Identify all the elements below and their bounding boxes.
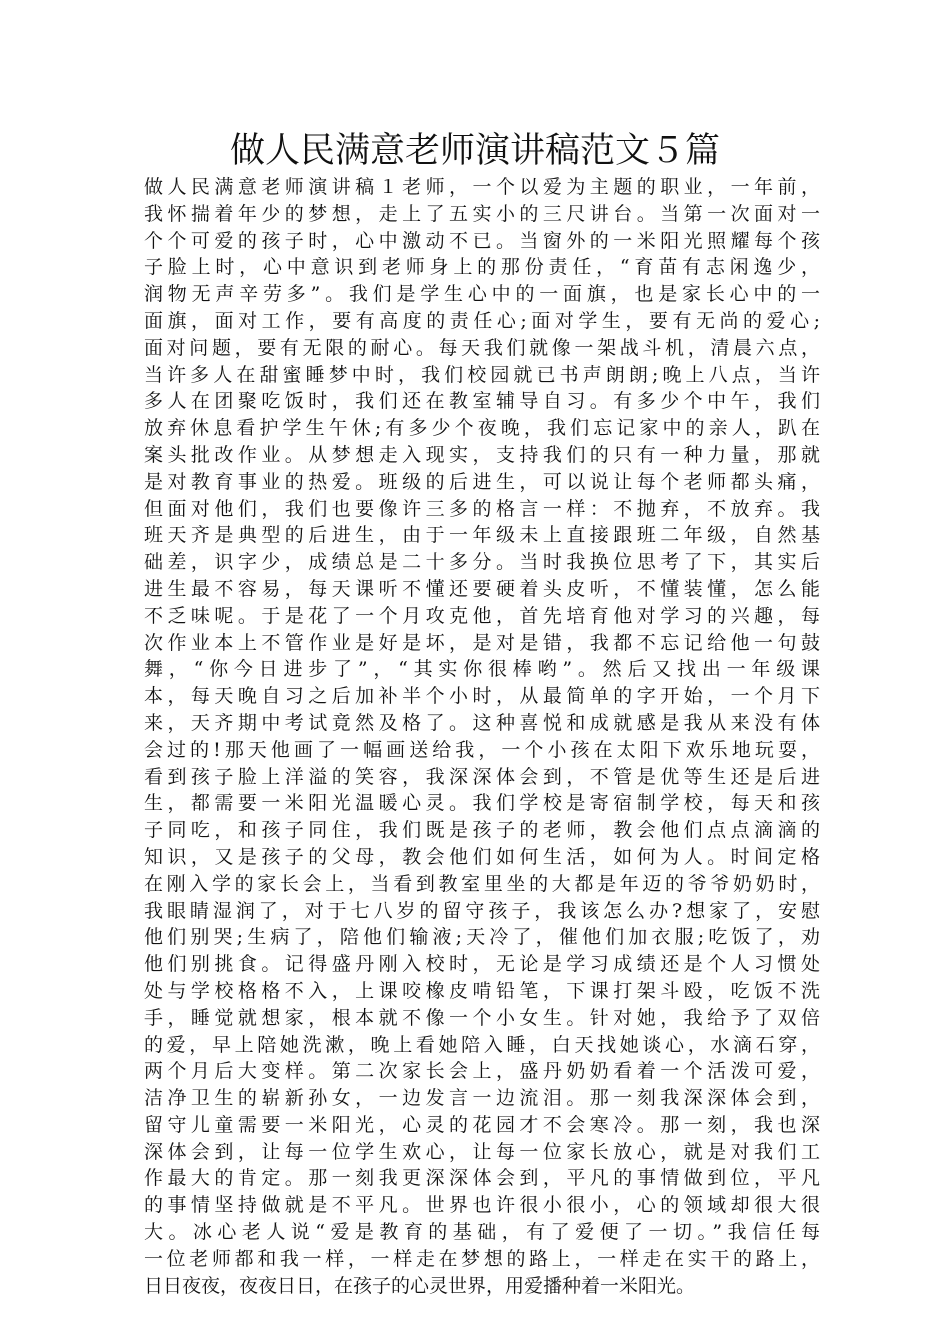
body-text-line: 会过的!那天他画了一幅画送给我，一个小孩在太阳下欢乐地玩耍，	[144, 738, 820, 761]
body-text-line: 但面对他们，我们也要像许三多的格言一样：不抛弃，不放弃。我	[144, 497, 820, 520]
body-text-line: 他们别挑食。记得盛丹刚入校时，无论是学习成绩还是个人习惯处	[144, 953, 820, 976]
body-text-line: 案头批改作业。从梦想走入现实，支持我们的只有一种力量，那就	[144, 443, 820, 466]
body-text-line: 面对问题，要有无限的耐心。每天我们就像一架战斗机，清晨六点，	[144, 336, 820, 359]
body-text-line: 的事情坚持做就是不平凡。世界也许很小很小，心的领域却很大很	[144, 1194, 820, 1217]
body-text-line: 一位老师都和我一样，一样走在梦想的路上，一样走在实干的路上，	[144, 1247, 820, 1270]
body-text-line: 班天齐是典型的后进生，由于一年级未上直接跟班二年级，自然基	[144, 524, 820, 547]
body-text-line: 是对教育事业的热爱。班级的后进生，可以说让每个老师都头痛，	[144, 470, 820, 493]
body-text-line: 本，每天晚自习之后加补半个小时，从最简单的字开始，一个月下	[144, 685, 820, 708]
body-text-line: 不乏味呢。于是花了一个月攻克他，首先培育他对学习的兴趣，每	[144, 604, 820, 627]
body-text-line: 础差，识字少，成绩总是二十多分。当时我换位思考了下，其实后	[144, 551, 820, 574]
body-text-line: 我怀揣着年少的梦想，走上了五实小的三尺讲台。当第一次面对一	[144, 202, 820, 225]
body-text-line: 在刚入学的家长会上，当看到教室里坐的大都是年迈的爷爷奶奶时，	[144, 872, 820, 895]
body-text-line: 次作业本上不管作业是好是坏，是对是错，我都不忘记给他一句鼓	[144, 631, 820, 654]
body-text-line: 子脸上时，心中意识到老师身上的那份责任，“育苗有志闲逸少，	[144, 256, 820, 279]
body-text-line: 子同吃，和孩子同住，我们既是孩子的老师，教会他们点点滴滴的	[144, 819, 820, 842]
body-text-line: 润物无声辛劳多”。我们是学生心中的一面旗，也是家长心中的一	[144, 283, 820, 306]
body-text-line: 洁净卫生的崭新孙女，一边发言一边流泪。那一刻我深深体会到，	[144, 1087, 820, 1110]
body-text-line: 个个可爱的孩子时，心中激动不已。当窗外的一米阳光照耀每个孩	[144, 229, 820, 252]
body-text-line: 手，睡觉就想家，根本就不像一个小女生。针对她，我给予了双倍	[144, 1006, 820, 1029]
body-text-line: 的爱，早上陪她洗漱，晚上看她陪入睡，白天找她谈心，水滴石穿，	[144, 1033, 820, 1056]
body-text-line: 他们别哭;生病了，陪他们输液;天冷了，催他们加衣服;吃饭了，劝	[144, 926, 820, 949]
body-text-line: 当许多人在甜蜜睡梦中时，我们校园就已书声朗朗;晚上八点，当许	[144, 363, 820, 386]
body-text-line: 深体会到，让每一位学生欢心，让每一位家长放心，就是对我们工	[144, 1140, 820, 1163]
document-body	[144, 174, 820, 1299]
body-text-line: 看到孩子脸上洋溢的笑容，我深深体会到，不管是优等生还是后进	[144, 765, 820, 788]
body-text-line: 留守儿童需要一米阳光，心灵的花园才不会寒冷。那一刻，我也深	[144, 1113, 820, 1136]
body-text-line: 日日夜夜，夜夜日日，在孩子的心灵世界，用爱播种着一米阳光。	[144, 1274, 696, 1297]
body-text-line: 大。冰心老人说“爱是教育的基础，有了爱便了一切。”我信任每	[144, 1221, 820, 1244]
body-text-line: 做人民满意老师演讲稿１老师，一个以爱为主题的职业，一年前，	[144, 176, 820, 198]
body-text-line: 多人在团聚吃饭时，我们还在教室辅导自习。有多少个中午，我们	[144, 390, 820, 413]
body-text-line: 进生最不容易，每天课听不懂还要硬着头皮听，不懂装懂，怎么能	[144, 577, 820, 600]
body-text-line: 舞，“你今日进步了”，“其实你很棒哟”。然后又找出一年级课	[144, 658, 820, 681]
body-text-line: 面旗，面对工作，要有高度的责任心;面对学生，要有无尚的爱心;	[144, 309, 820, 332]
body-text-line: 生，都需要一米阳光温暖心灵。我们学校是寄宿制学校，每天和孩	[144, 792, 820, 815]
body-text-line: 放弃休息看护学生午休;有多少个夜晚，我们忘记家中的亲人，趴在	[144, 417, 820, 440]
document-title: 做人民满意老师演讲稿范文５篇	[229, 131, 720, 171]
body-text-line: 处与学校格格不入，上课咬橡皮啃铅笔，下课打架斗殴，吃饭不洗	[144, 979, 820, 1002]
body-text-line: 两个月后大变样。第二次家长会上，盛丹奶奶看着一个活泼可爱，	[144, 1060, 820, 1083]
body-text-line: 我眼睛湿润了，对于七八岁的留守孩子，我该怎么办?想家了，安慰	[144, 899, 820, 922]
body-text-line: 作最大的肯定。那一刻我更深深体会到，平凡的事情做到位，平凡	[144, 1167, 820, 1190]
body-text-line: 来，天齐期中考试竟然及格了。这种喜悦和成就感是我从来没有体	[144, 711, 820, 734]
body-text-line: 知识，又是孩子的父母，教会他们如何生活，如何为人。时间定格	[144, 845, 820, 868]
